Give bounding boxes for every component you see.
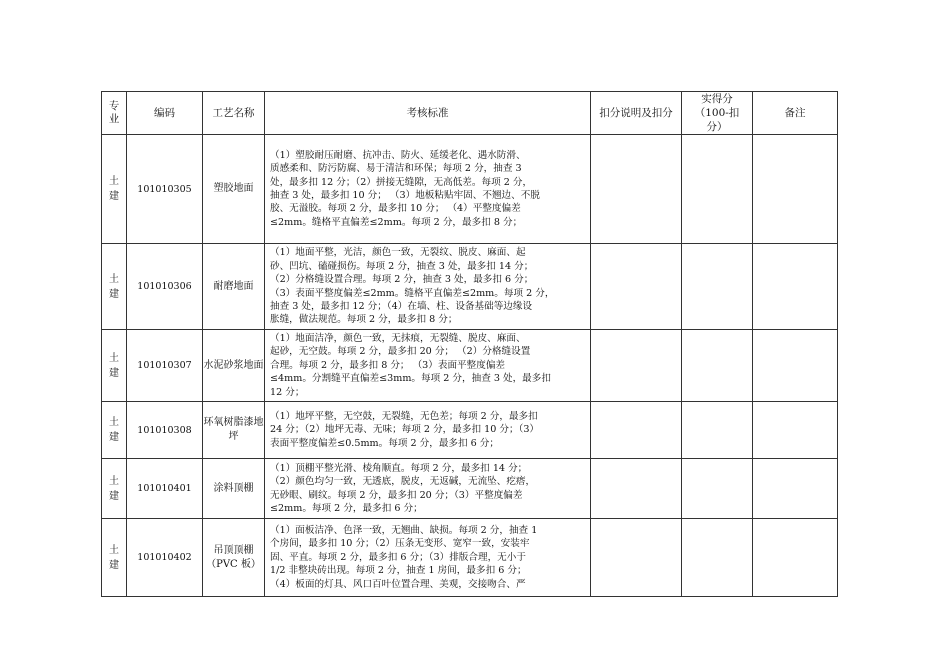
standard-line: （1）地面洁净，颜色一致，无抹痕，无裂缝、脱皮、麻面、 bbox=[270, 333, 526, 344]
code-cell: 101010402 bbox=[127, 519, 203, 597]
process-name-cell: 塑胶地面 bbox=[203, 135, 265, 244]
standard-cell bbox=[265, 330, 591, 402]
header-deduction: 扣分说明及扣分 bbox=[591, 92, 682, 135]
standard-line: 胀缝，做法规范。每项 2 分，最多扣 8 分； bbox=[270, 314, 458, 326]
major-cell: 土 建 bbox=[102, 402, 127, 459]
standard-line: （1）地坪平整，无空鼓，无裂缝，无色差；每项 2 分，最多扣 bbox=[270, 410, 538, 422]
code-cell: 101010305 bbox=[127, 135, 203, 244]
deduction-cell[interactable] bbox=[591, 135, 682, 244]
standard-line: 起砂，无空鼓。每项 2 分，最多扣 20 分； （2）分格缝设置 bbox=[270, 346, 531, 358]
standard-line: （2）分格缝设置合理。每项 2 分，抽查 3 处，最多扣 6 分； bbox=[270, 274, 534, 286]
standard-line: （1）塑胶耐压耐磨、抗冲击、防火、延缓老化、遇水防滑、 bbox=[270, 149, 526, 161]
standard-line: ≤4mm。分割缝平直偏差≤3mm。每项 2 分，抽查 3 处，最多扣 bbox=[270, 373, 551, 385]
remark-cell[interactable] bbox=[753, 244, 838, 330]
header-standard: 考核标准 bbox=[265, 92, 591, 135]
standard-line: 24 分；（2）地坪无毒、无味；每项 2 分，最多扣 10 分；（3） bbox=[270, 424, 540, 436]
table-row bbox=[102, 330, 838, 402]
score-cell[interactable] bbox=[682, 402, 753, 459]
header-score: 实得分（100-扣分） bbox=[682, 92, 753, 135]
standard-line: （3）表面平整度偏差≤2mm。缝格平直偏差≤2mm。每项 2 分， bbox=[270, 287, 555, 299]
deduction-cell[interactable] bbox=[591, 330, 682, 402]
major-cell: 土 建 bbox=[102, 330, 127, 402]
remark-cell[interactable] bbox=[753, 402, 838, 459]
major-cell: 土 建 bbox=[102, 244, 127, 330]
major-cell: 土 建 bbox=[102, 519, 127, 597]
deduction-cell[interactable] bbox=[591, 459, 682, 519]
standard-cell bbox=[265, 402, 591, 459]
standard-line: 个房间，最多扣 10 分；（2）压条无变形、宽窄一致，安装牢 bbox=[270, 538, 530, 550]
standard-cell bbox=[265, 135, 591, 244]
score-cell[interactable] bbox=[682, 519, 753, 597]
process-name-cell: 环氧树脂漆地坪 bbox=[203, 402, 265, 459]
standard-line: 12 分； bbox=[270, 386, 305, 398]
standard-line: 1/2 非整块砖出现。每项 2 分，抽查 1 房间，最多扣 6 分； bbox=[270, 565, 527, 577]
deduction-cell[interactable] bbox=[591, 402, 682, 459]
standard-line: （1）地面平整，光洁，颜色一致，无裂纹、脱皮、麻面、起 bbox=[270, 247, 526, 259]
standard-cell bbox=[265, 459, 591, 519]
process-name-cell: 耐磨地面 bbox=[203, 244, 265, 330]
remark-cell[interactable] bbox=[753, 459, 838, 519]
header-row bbox=[102, 92, 838, 135]
major-cell: 土 建 bbox=[102, 135, 127, 244]
process-name-cell: 吊顶顶棚（PVC 板） bbox=[203, 519, 265, 597]
standard-line: （1）顶棚平整光滑、棱角顺直。每项 2 分，最多扣 14 分； bbox=[270, 462, 528, 474]
code-cell: 101010306 bbox=[127, 244, 203, 330]
standard-line: 处，最多扣 12 分；（2）拼接无缝隙，无高低差。每项 2 分， bbox=[270, 176, 533, 188]
remark-cell[interactable] bbox=[753, 135, 838, 244]
standard-line: （1）面板洁净、色泽一致，无翘曲、缺损。每项 2 分，抽查 1 bbox=[270, 525, 538, 537]
standard-line: 抽查 3 处，最多扣 12 分；（4）在墙、柱、设备基础等边缘设 bbox=[270, 300, 533, 312]
code-cell: 101010308 bbox=[127, 402, 203, 459]
remark-cell[interactable] bbox=[753, 519, 838, 597]
standard-line: 胶、无溢胶。每项 2 分，最多扣 10 分； （4）平整度偏差 bbox=[270, 203, 521, 215]
table-row bbox=[102, 135, 838, 244]
header-remark: 备注 bbox=[753, 92, 838, 135]
standard-line: ≤2mm。每项 2 分，最多扣 6 分； bbox=[270, 502, 423, 514]
header-code: 编码 bbox=[127, 92, 203, 135]
standard-line: 合理。每项 2 分，最多扣 8 分； （3）表面平整度偏差 bbox=[270, 359, 506, 371]
process-name-cell: 水泥砂浆地面 bbox=[203, 330, 265, 402]
assessment-table bbox=[101, 91, 838, 597]
standard-line: （4）板面的灯具、风口百叶位置合理、美观，交接吻合、严 bbox=[270, 578, 526, 590]
process-name-cell: 涂料顶棚 bbox=[203, 459, 265, 519]
score-cell[interactable] bbox=[682, 135, 753, 244]
standard-line: 砂、凹坑、磕碰损伤。每项 2 分，抽查 3 处，最多扣 14 分； bbox=[270, 260, 534, 272]
score-cell[interactable] bbox=[682, 330, 753, 402]
standard-line: ≤2mm。缝格平直偏差≤2mm。每项 2 分，最多扣 8 分； bbox=[270, 216, 523, 228]
standard-cell bbox=[265, 519, 591, 597]
standard-line: 抽查 3 处，最多扣 10 分； （3）地板粘贴牢固、不翘边、不脱 bbox=[270, 190, 540, 201]
score-cell[interactable] bbox=[682, 459, 753, 519]
standard-line: 质感柔和、防污防腐、易于清洁和环保；每项 2 分，抽查 3 bbox=[270, 163, 522, 175]
header-major: 专业 bbox=[102, 92, 127, 135]
code-cell: 101010401 bbox=[127, 459, 203, 519]
table-row bbox=[102, 459, 838, 519]
standard-line: 固、平直。每项 2 分，最多扣 6 分；（3）排版合理，无小于 bbox=[270, 551, 526, 563]
standard-line: 表面平整度偏差≤0.5mm。每项 2 分，最多扣 6 分； bbox=[270, 437, 499, 449]
table-row bbox=[102, 519, 838, 597]
assessment-table-container bbox=[101, 91, 838, 597]
standard-line: （2）颜色均匀一致，无透底，脱皮，无返碱，无流坠、疙瘩， bbox=[270, 476, 536, 488]
table-row bbox=[102, 402, 838, 459]
standard-line: 无砂眼、刷纹。每项 2 分，最多扣 20 分；（3）平整度偏差 bbox=[270, 489, 523, 501]
score-cell[interactable] bbox=[682, 244, 753, 330]
deduction-cell[interactable] bbox=[591, 519, 682, 597]
standard-cell bbox=[265, 244, 591, 330]
major-cell: 土 建 bbox=[102, 459, 127, 519]
remark-cell[interactable] bbox=[753, 330, 838, 402]
code-cell: 101010307 bbox=[127, 330, 203, 402]
table-row bbox=[102, 244, 838, 330]
header-process: 工艺名称 bbox=[203, 92, 265, 135]
deduction-cell[interactable] bbox=[591, 244, 682, 330]
